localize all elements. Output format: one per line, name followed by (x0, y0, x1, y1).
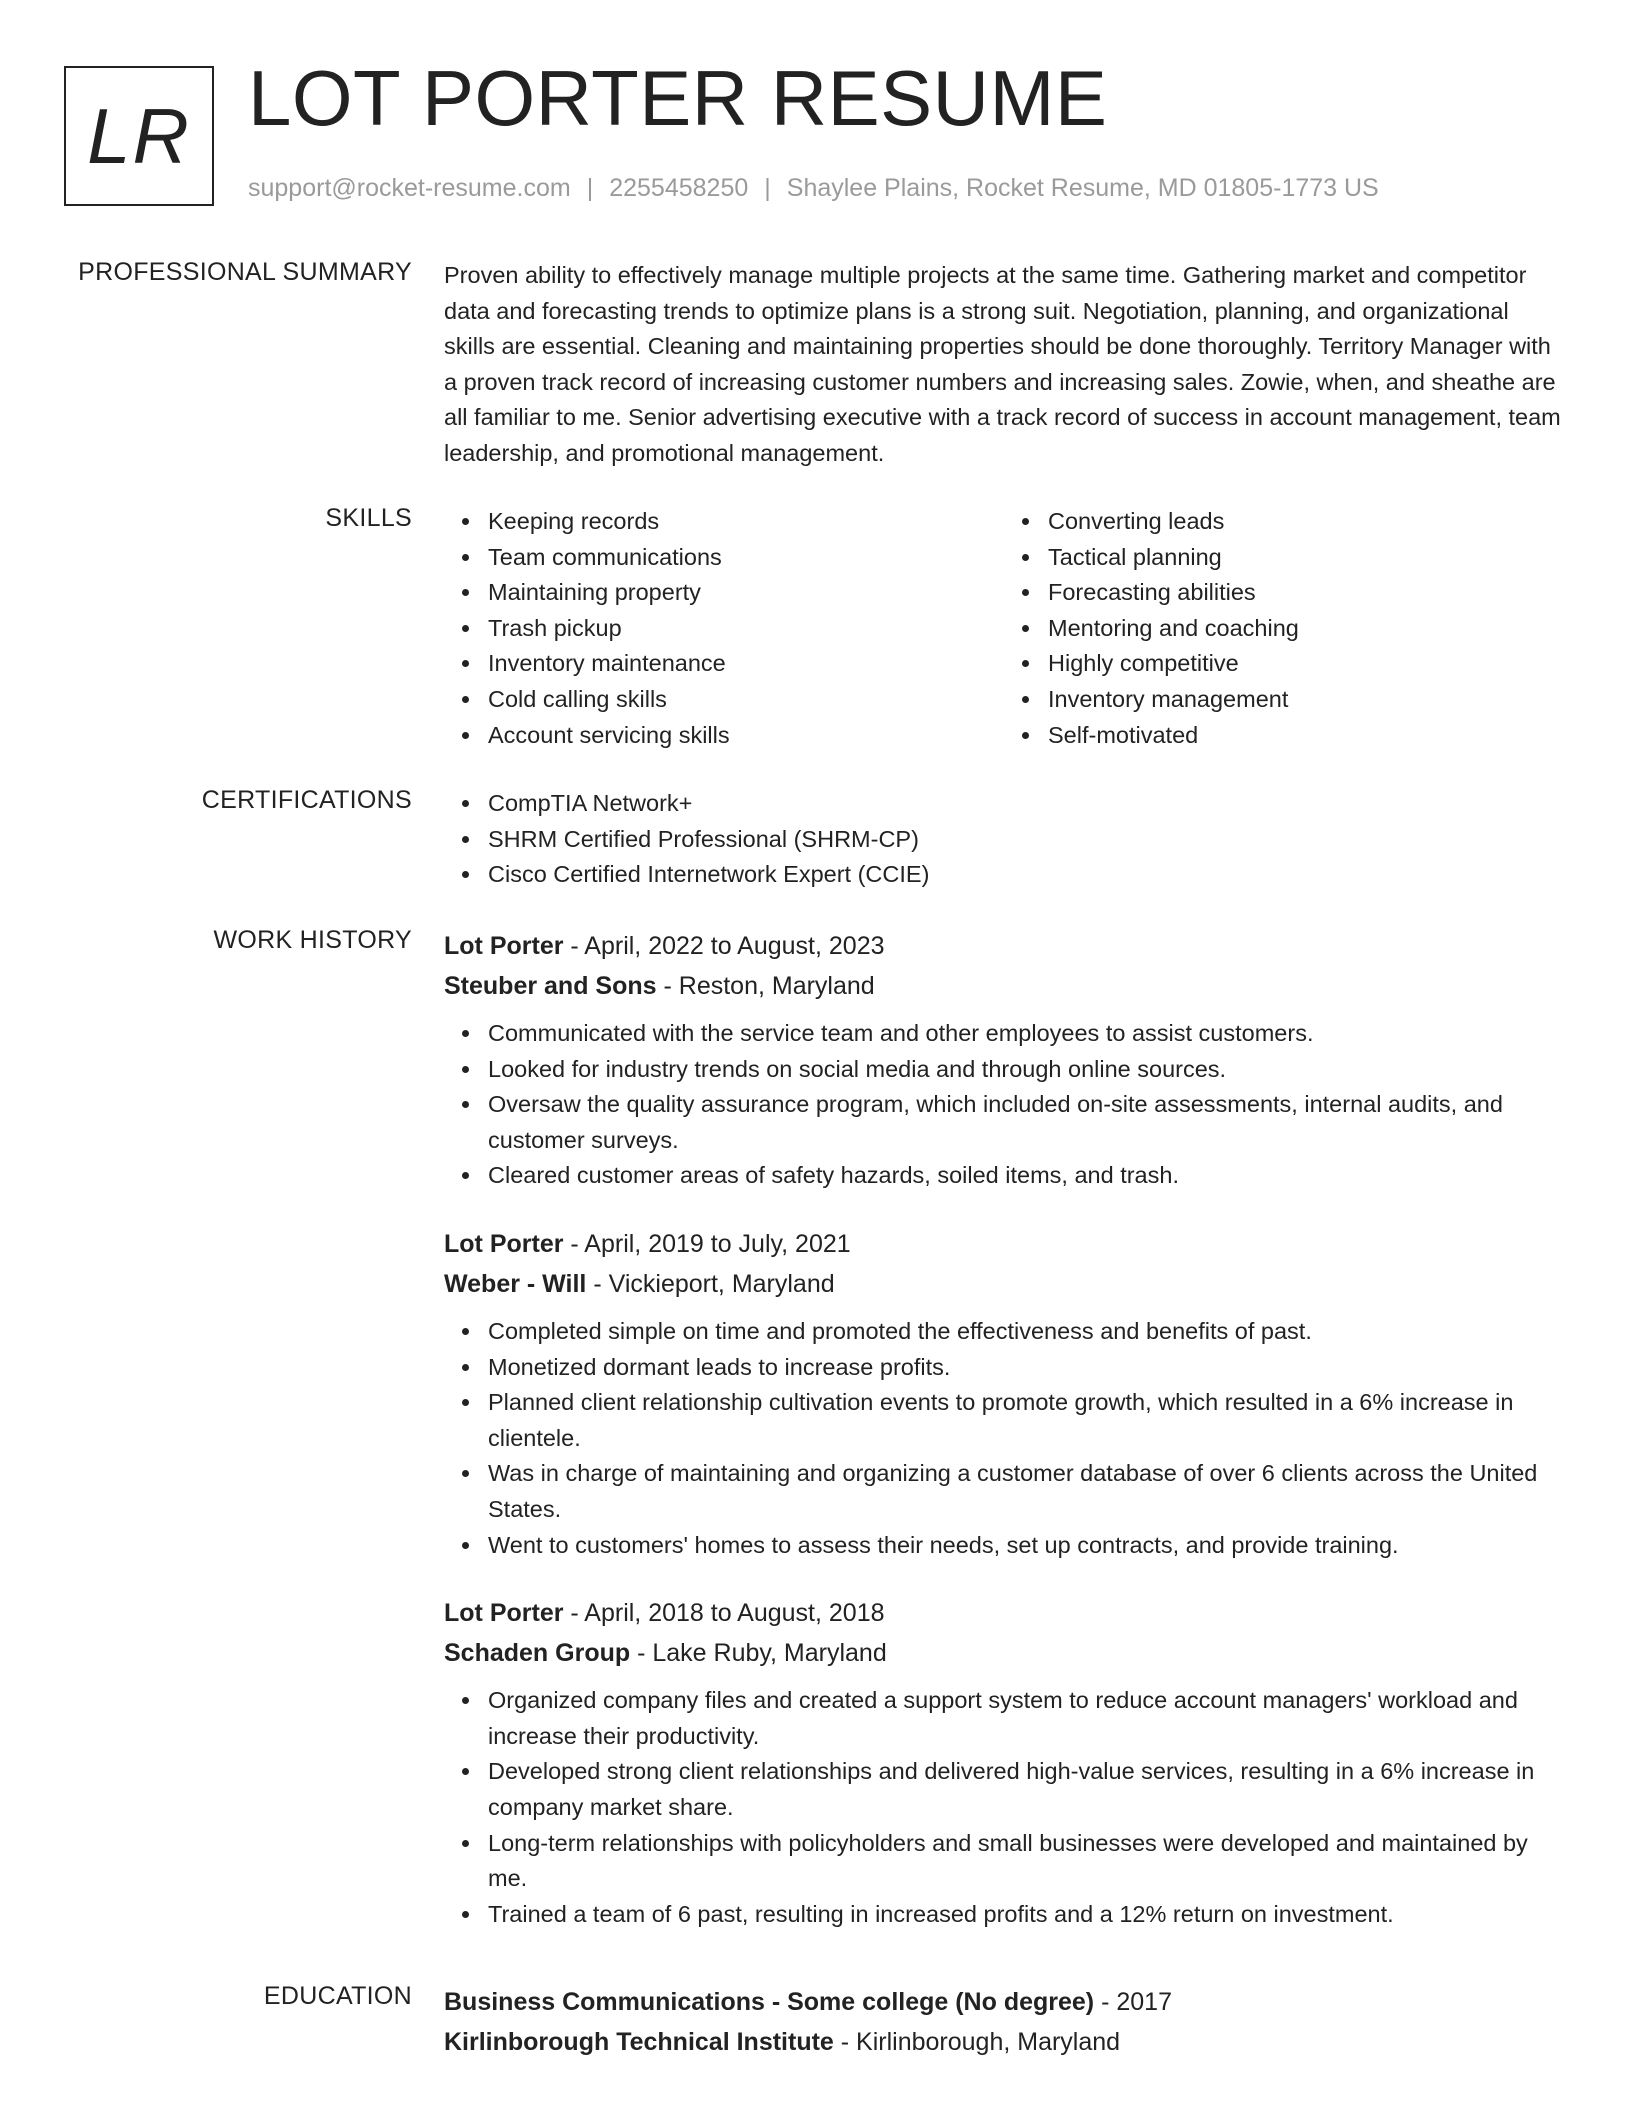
job-bullet: Developed strong client relationships and delivered high-value services, resulting in a 6% increase in company market share. (488, 1754, 1564, 1825)
job-title-line (444, 1224, 1564, 1264)
job-dates: - April, 2022 to August, 2023 (563, 932, 885, 960)
skill-item: Self-motivated (1048, 718, 1564, 754)
job-bullet: Looked for industry trends on social media and through online sources. (488, 1052, 1564, 1088)
skill-item: Tactical planning (1048, 540, 1564, 576)
skill-item: Keeping records (488, 504, 1004, 540)
job-entry (444, 1593, 1564, 1932)
job-entry (444, 926, 1564, 1194)
job-bullet: Went to customers' homes to assess their needs, set up contracts, and provide training. (488, 1528, 1564, 1564)
job-location: - Vickieport, Maryland (586, 1269, 835, 1298)
job-bullet: Organized company files and created a support system to reduce account managers' workload and increase their productivity. (488, 1683, 1564, 1754)
certification-item: Cisco Certified Internetwork Expert (CCIE) (488, 857, 1564, 893)
job-company-line (444, 1264, 1564, 1304)
certification-item: CompTIA Network+ (488, 786, 1564, 822)
education-year: - 2017 (1094, 1988, 1172, 2016)
work-history-body (444, 926, 1564, 1932)
section-title-skills: SKILLS (325, 504, 412, 532)
skill-item: Forecasting abilities (1048, 575, 1564, 611)
skill-item: Cold calling skills (488, 682, 1004, 718)
job-company: Weber - Will (444, 1269, 587, 1298)
skills-list-right (1004, 504, 1564, 753)
skill-item: Mentoring and coaching (1048, 611, 1564, 647)
job-bullet: Monetized dormant leads to increase profits. (488, 1350, 1564, 1386)
skill-item: Inventory maintenance (488, 646, 1004, 682)
section-title-summary: PROFESSIONAL SUMMARY (78, 258, 412, 286)
education-degree: Business Communications - Some college (No degree) (444, 1988, 1095, 2016)
job-bullet: Was in charge of maintaining and organizing a customer database of over 6 clients across the United States. (488, 1456, 1564, 1527)
skill-item: Team communications (488, 540, 1004, 576)
job-company: Schaden Group (444, 1639, 631, 1668)
contact-address: Shaylee Plains, Rocket Resume, MD 01805-1773 US (786, 174, 1379, 202)
skill-item: Trash pickup (488, 611, 1004, 647)
job-dates: - April, 2018 to August, 2018 (563, 1599, 885, 1628)
contact-phone[interactable]: 2255458250 (609, 174, 749, 202)
section-title-work-history: WORK HISTORY (213, 926, 412, 954)
job-role: Lot Porter (444, 932, 564, 960)
job-bullet: Planned client relationship cultivation events to promote growth, which resulted in a 6% increase in clientele. (488, 1385, 1564, 1456)
job-entry (444, 1224, 1564, 1563)
job-location: - Lake Ruby, Maryland (630, 1639, 887, 1668)
job-bullet: Completed simple on time and promoted the effectiveness and benefits of past. (488, 1314, 1564, 1350)
skill-item: Inventory management (1048, 682, 1564, 718)
skill-item: Highly competitive (1048, 646, 1564, 682)
job-bullet: Communicated with the service team and other employees to assist customers. (488, 1016, 1564, 1052)
job-bullets (444, 1016, 1564, 1194)
section-title-certifications: CERTIFICATIONS (201, 786, 412, 814)
certifications-list (444, 786, 1564, 893)
job-bullet: Oversaw the quality assurance program, which included on-site assessments, internal audits, and customer surveys. (488, 1087, 1564, 1158)
job-company-line (444, 1633, 1564, 1673)
education-school: Kirlinborough Technical Institute (444, 2028, 834, 2056)
job-bullet: Cleared customer areas of safety hazards, soiled items, and trash. (488, 1158, 1564, 1194)
certification-item: SHRM Certified Professional (SHRM-CP) (488, 822, 1564, 858)
skill-item: Account servicing skills (488, 718, 1004, 754)
resume-title: LOT PORTER RESUME (248, 54, 1108, 142)
skill-item: Converting leads (1048, 504, 1564, 540)
job-dates: - April, 2019 to July, 2021 (563, 1229, 851, 1258)
summary-text: Proven ability to effectively manage multiple projects at the same time. Gathering market and competitor data and forecasting trends to optimize plans is a strong suit. Negotiation, planning, and organizational skills are essential. Cleaning and maintaining properties should be done thoroughly. Territory Manager with a proven track record of increasing customer numbers and increasing sales. Zowie, when, and sheathe are all familiar to me. Senior advertising executive with a track record of success in account management, team leadership, and promotional management. (444, 262, 1561, 466)
contact-separator: | (586, 174, 594, 202)
section-title-education: EDUCATION (263, 1982, 412, 2010)
job-location: - Reston, Maryland (656, 972, 875, 1000)
job-title-line (444, 926, 1564, 966)
certifications-body (444, 786, 1564, 893)
contact-line (248, 174, 1379, 203)
job-company-line (444, 966, 1564, 1006)
job-bullets (444, 1314, 1564, 1563)
monogram-text: LR (87, 91, 191, 180)
monogram-logo (64, 66, 214, 206)
contact-email[interactable]: support@rocket-resume.com (248, 174, 571, 202)
education-body (444, 1982, 1564, 2062)
job-bullet: Trained a team of 6 past, resulting in increased profits and a 12% return on investment. (488, 1897, 1564, 1933)
job-title-line (444, 1593, 1564, 1633)
job-company: Steuber and Sons (444, 972, 657, 1000)
education-location: - Kirlinborough, Maryland (833, 2028, 1121, 2056)
job-role: Lot Porter (444, 1229, 564, 1258)
job-bullets (444, 1683, 1564, 1932)
summary-body (444, 258, 1564, 472)
job-bullet: Long-term relationships with policyholders and small businesses were developed and maintained by me. (488, 1826, 1564, 1897)
education-school-line (444, 2022, 1564, 2062)
skills-list-left (444, 504, 1004, 753)
contact-separator: | (764, 174, 771, 202)
skills-body (444, 504, 1564, 753)
skill-item: Maintaining property (488, 575, 1004, 611)
education-degree-line (444, 1982, 1564, 2022)
job-role: Lot Porter (444, 1599, 564, 1628)
